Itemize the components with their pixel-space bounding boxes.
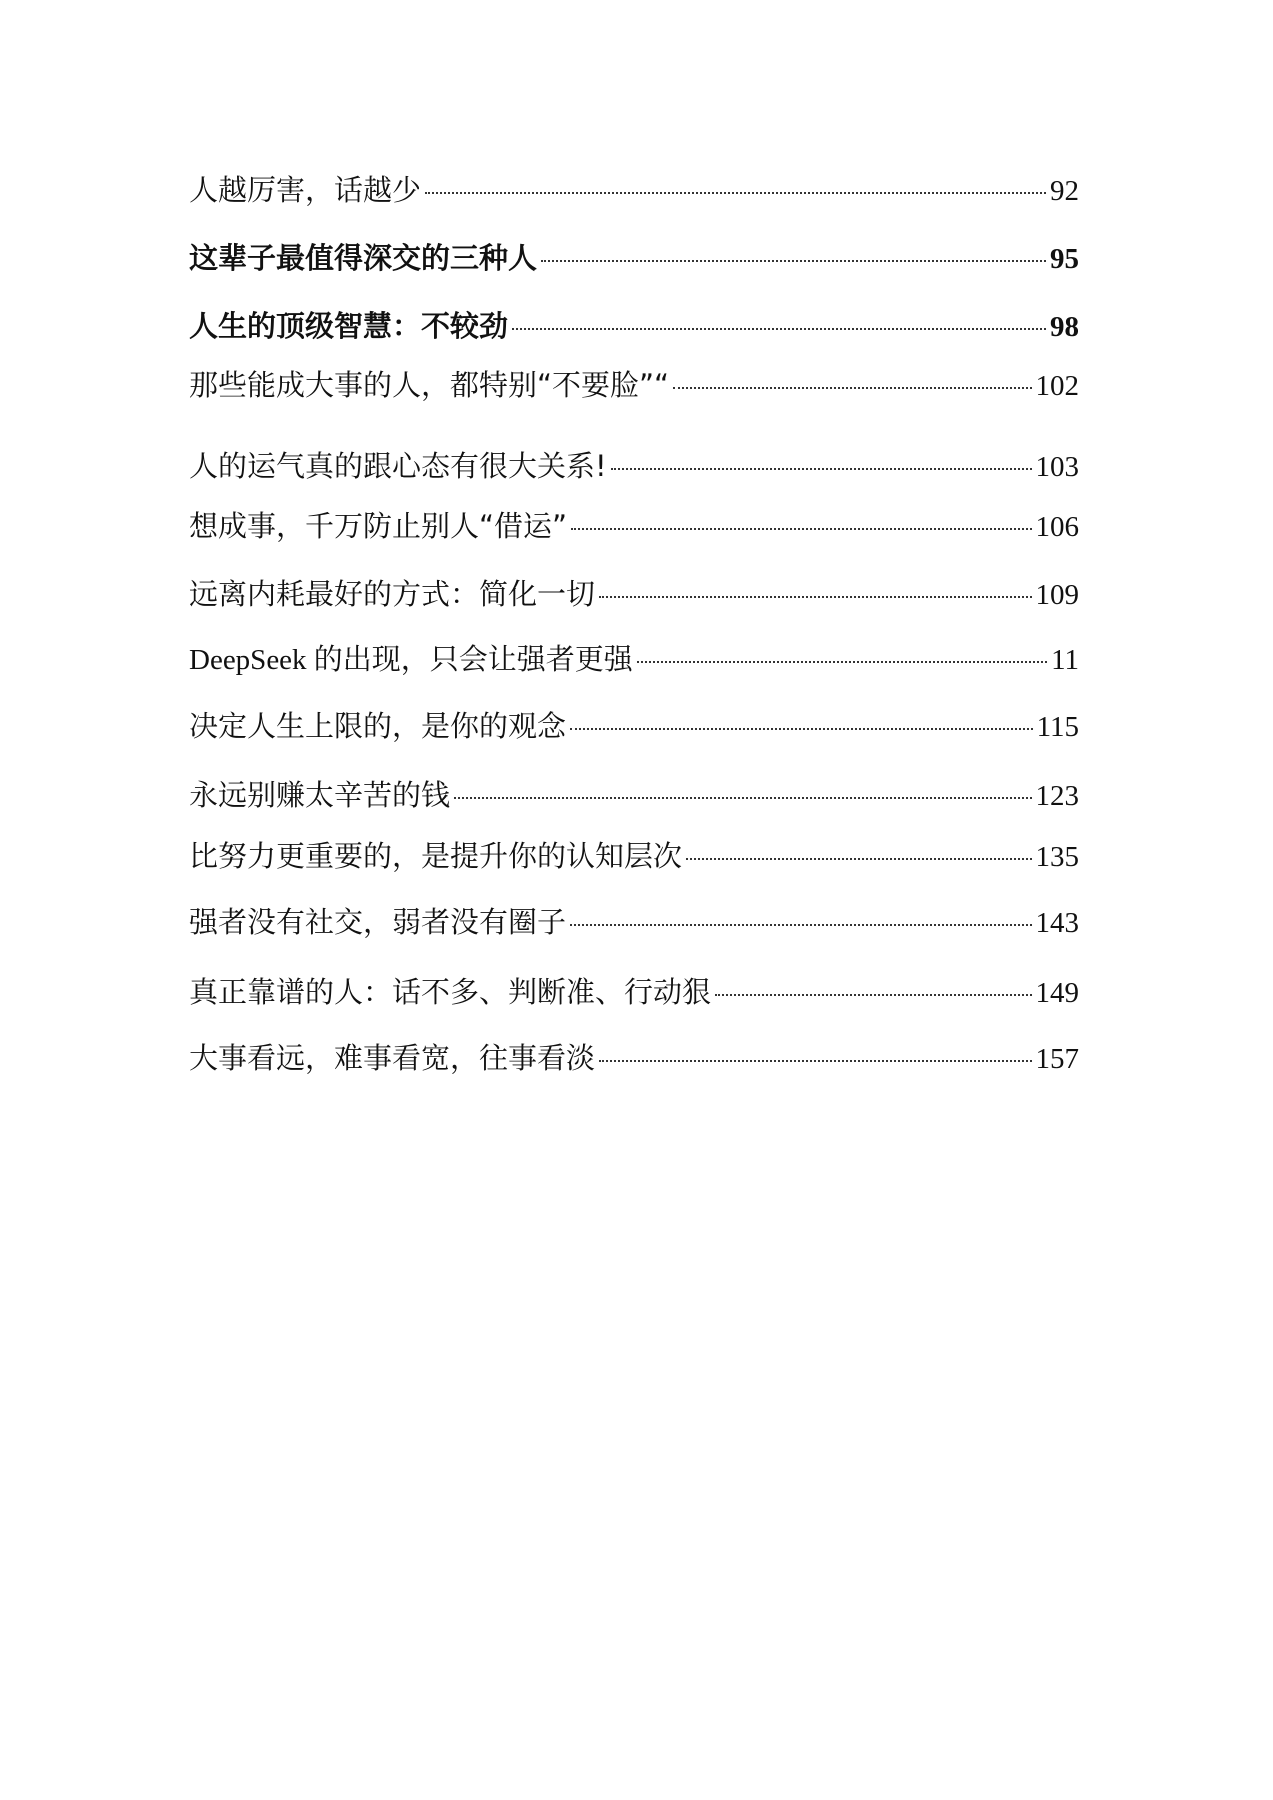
toc-entry-title: 想成事，千万防止别人“借运” [189,509,568,543]
toc-entry-page: 11 [1051,644,1079,676]
toc-entry[interactable] [189,1038,1079,1078]
toc-entry[interactable] [189,306,1079,346]
toc-entry-title: 这辈子最值得深交的三种人 [189,241,538,275]
toc-leader-dots [454,797,1031,799]
toc-leader-dots [571,528,1031,530]
toc-entry-page: 95 [1050,243,1079,275]
toc-entry[interactable] [189,446,1079,486]
toc-entry[interactable] [189,836,1079,876]
toc-entry-title: 人的运气真的跟心态有很大关系! [189,449,607,483]
toc-entry[interactable] [189,972,1079,1012]
toc-entry-title: 比努力更重要的，是提升你的认知层次 [189,839,683,873]
toc-leader-dots [611,468,1032,470]
toc-leader-dots [570,728,1033,730]
toc-leader-dots [599,1060,1031,1062]
toc-leader-dots [541,260,1046,262]
toc-leader-dots [425,192,1046,194]
toc-entry-page: 115 [1036,711,1079,743]
toc-entry[interactable] [189,365,1079,405]
toc-leader-dots [599,596,1031,598]
toc-entry[interactable] [189,238,1079,278]
toc-entry-page: 103 [1035,451,1079,483]
toc-entry-page: 98 [1050,311,1079,343]
toc-entry-page: 102 [1035,370,1079,402]
toc-leader-dots [686,858,1031,860]
toc-leader-dots [637,661,1047,663]
toc-entry[interactable] [189,706,1079,746]
toc-entry-page: 149 [1035,977,1079,1009]
toc-entry-title: 远离内耗最好的方式：简化一切 [189,577,596,611]
toc-entry-page: 123 [1035,780,1079,812]
toc-entry-page: 143 [1035,907,1079,939]
toc-entry-page: 106 [1035,511,1079,543]
toc-leader-dots [715,994,1031,996]
toc-entry[interactable] [189,506,1079,546]
toc-entry-title: 大事看远，难事看宽，往事看淡 [189,1041,596,1075]
toc-leader-dots [673,387,1031,389]
toc-entry-page: 135 [1035,841,1079,873]
toc-entry-title: DeepSeek 的出现，只会让强者更强 [189,644,633,676]
toc-entry-title: 那些能成大事的人，都特别“不要脸”“ [189,368,670,402]
toc-entry-title: 决定人生上限的，是你的观念 [189,709,567,743]
toc-entry[interactable] [189,775,1079,815]
toc-entry-title: 真正靠谱的人：话不多、判断准、行动狠 [189,975,712,1009]
toc-entry[interactable] [189,574,1079,614]
toc-leader-dots [512,328,1046,330]
toc-entry-title: 永远别赚太辛苦的钱 [189,778,451,812]
toc-entry[interactable] [189,902,1079,942]
toc-entry-page: 109 [1035,579,1079,611]
toc-entry-title: 强者没有社交，弱者没有圈子 [189,905,567,939]
toc-leader-dots [570,924,1031,926]
toc-entry[interactable] [189,640,1079,680]
toc-entry[interactable] [189,170,1079,210]
toc-entry-page: 92 [1050,175,1079,207]
toc-entry-title: 人生的顶级智慧：不较劲 [189,309,509,343]
toc-entry-title: 人越厉害，话越少 [189,173,422,207]
toc-entry-page: 157 [1035,1043,1079,1075]
